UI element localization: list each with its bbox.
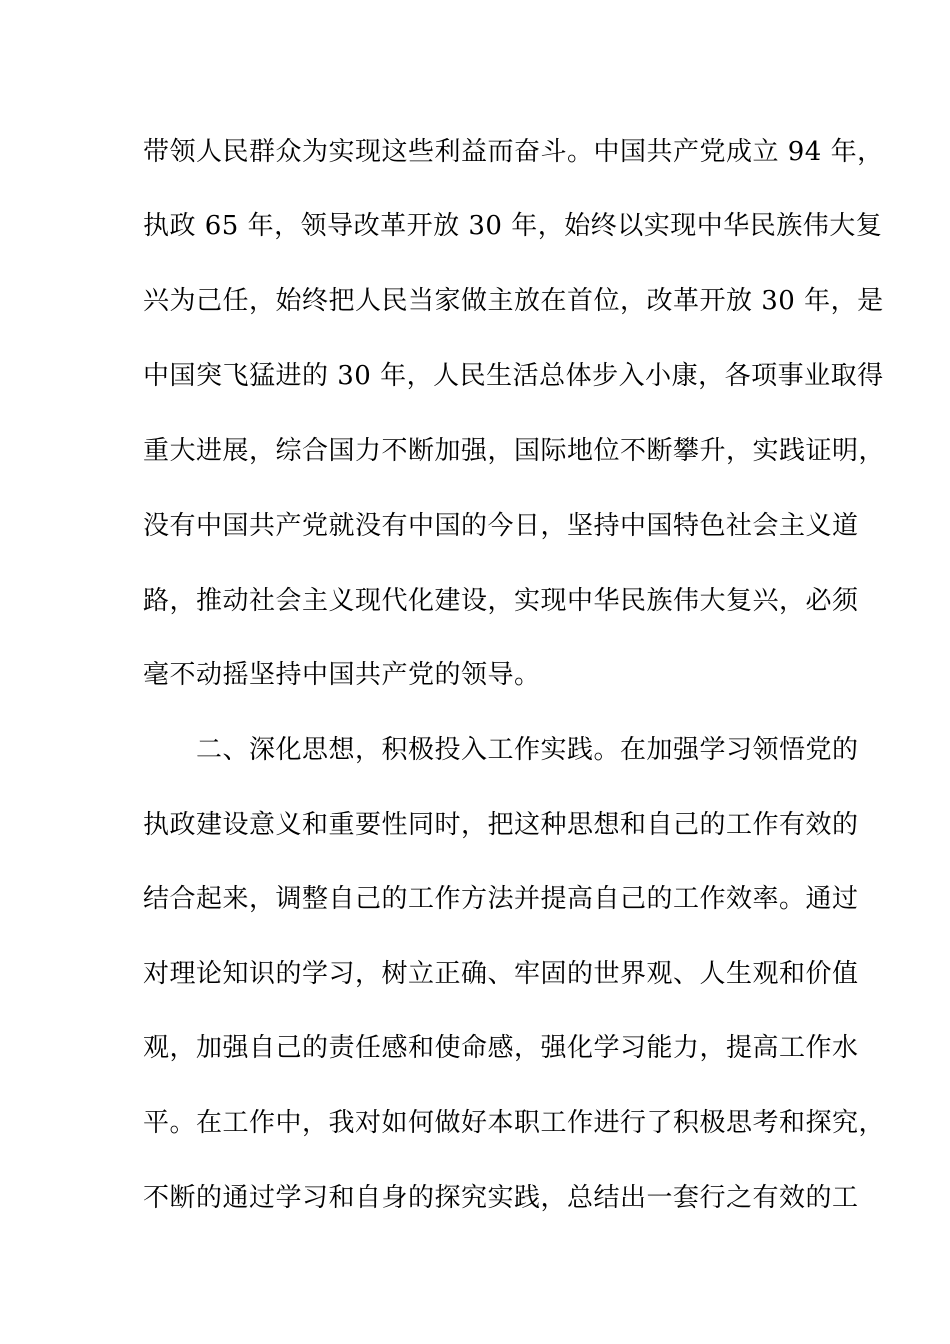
paragraph-line: 毫不动摇坚持中国共产党的领导。 [143,660,541,690]
paragraph-line: 执政 65 年，领导改革开放 30 年，始终以实现中华民族伟大复 [143,211,883,241]
paragraph-line: 没有中国共产党就没有中国的今日，坚持中国特色社会主义道 [143,511,859,541]
paragraph-line: 结合起来，调整自己的工作方法并提高自己的工作效率。通过 [143,884,859,914]
paragraph-line: 重大进展，综合国力不断加强，国际地位不断攀升，实践证明， [143,436,886,466]
paragraph-line: 路，推动社会主义现代化建设，实现中华民族伟大复兴，必须 [143,586,859,616]
paragraph-line: 带领人民群众为实现这些利益而奋斗。中国共产党成立 94 年， [143,137,884,167]
paragraph-line: 不断的通过学习和自身的探究实践，总结出一套行之有效的工 [143,1183,859,1213]
paragraph-line: 中国突飞猛进的 30 年，人民生活总体步入小康，各项事业取得 [143,361,884,391]
paragraph-line: 对理论知识的学习，树立正确、牢固的世界观、人生观和价值 [143,959,859,989]
paragraph-line: 兴为己任，始终把人民当家做主放在首位，改革开放 30 年，是 [143,286,884,316]
paragraph-line: 执政建设意义和重要性同时，把这种思想和自己的工作有效的 [143,810,859,840]
paragraph-line: 平。在工作中，我对如何做好本职工作进行了积极思考和探究， [143,1108,886,1138]
paragraph-line: 观，加强自己的责任感和使命感，强化学习能力，提高工作水 [143,1033,859,1063]
section-heading-line: 二、深化思想，积极投入工作实践。在加强学习领悟党的 [196,735,859,765]
